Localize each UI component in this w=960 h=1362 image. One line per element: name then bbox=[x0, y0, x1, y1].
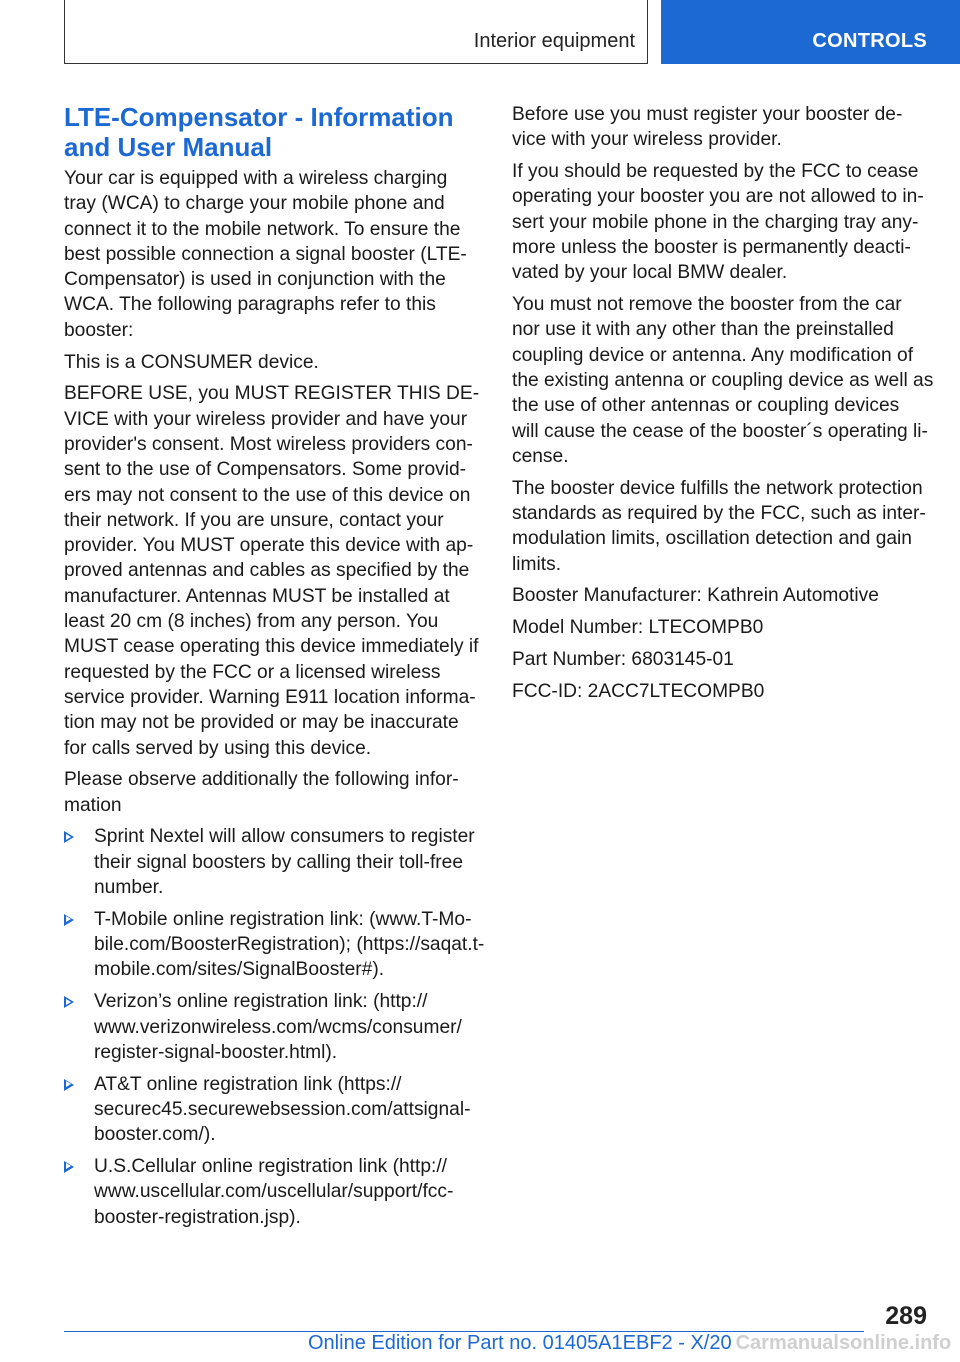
triangle-right-outline-icon bbox=[64, 914, 74, 926]
text-line: provider's consent. Most wireless providers con‐ bbox=[64, 433, 473, 455]
text-line: tray (WCA) to charge your mobile phone and bbox=[64, 193, 445, 215]
paragraph-fcc-id bbox=[512, 679, 932, 704]
paragraph-intro bbox=[64, 166, 480, 343]
text-line: Before use you must register your booster de‐ bbox=[512, 104, 903, 125]
text-line: booster: bbox=[64, 319, 134, 341]
list-item bbox=[64, 1072, 480, 1148]
text-line: best possible connection a signal booster (LTE- bbox=[64, 243, 467, 265]
header-section-title: Interior equipment bbox=[473, 30, 635, 52]
text-line: the use of other antennas or coupling devices bbox=[512, 395, 900, 417]
text-line: Compensator) is used in conjunction with the bbox=[64, 269, 446, 291]
text-line: the existing antenna or coupling device as well as bbox=[512, 369, 934, 391]
title-line: and User Manual bbox=[64, 132, 273, 162]
header-chapter-box bbox=[661, 0, 960, 64]
paragraph-removal bbox=[512, 292, 932, 469]
text-line: The booster device fulfills the network protection bbox=[512, 477, 923, 499]
text-line: register-signal-booster.html). bbox=[94, 1041, 338, 1063]
text-line: sert your mobile phone in the charging tray any‐ bbox=[512, 211, 919, 233]
text-line: Sprint Nextel will allow consumers to register bbox=[94, 826, 475, 848]
text-line: sent to the use of Compensators. Some provid‐ bbox=[64, 459, 467, 481]
text-line: their network. If you are unsure, contact your bbox=[64, 509, 444, 531]
text-line: You must not remove the booster from the car bbox=[512, 294, 902, 316]
paragraph-model-number bbox=[512, 615, 932, 640]
text-line: cense. bbox=[512, 445, 569, 467]
text-line: bile.com/BoosterRegistration); (https://saqat.t- bbox=[94, 934, 485, 956]
registration-links-list bbox=[64, 824, 485, 1229]
text-line: service provider. Warning E911 location informa‐ bbox=[64, 686, 476, 708]
text-line: provider. You MUST operate this device with ap‐ bbox=[64, 535, 474, 557]
paragraph-fcc-cease bbox=[512, 159, 932, 285]
list-item bbox=[64, 907, 485, 983]
paragraph-observe bbox=[64, 767, 480, 818]
text-line: modulation limits, oscillation detection and gain bbox=[512, 528, 912, 550]
text-line: Verizon’s online registration link: (http:// bbox=[94, 991, 428, 1013]
triangle-right-outline-icon bbox=[64, 1161, 74, 1173]
text-line: U.S.Cellular online registration link (http:// bbox=[94, 1155, 447, 1177]
text-line: This is a CONSUMER device. bbox=[64, 351, 319, 373]
text-line: will cause the cease of the booster´s operating li‐ bbox=[512, 420, 928, 442]
text-line: manufacturer. Antennas MUST be installed at bbox=[64, 585, 450, 607]
text-line: coupling device or antenna. Any modification of bbox=[512, 344, 914, 366]
text-line: AT&T online registration link (https:// bbox=[94, 1073, 402, 1095]
text-line: requested by the FCC or a licensed wireless bbox=[64, 661, 441, 683]
text-line: www.uscellular.com/uscellular/support/fcc- bbox=[94, 1181, 454, 1203]
text-line: least 20 cm (8 inches) from any person. You bbox=[64, 611, 439, 633]
text-line: tion may not be provided or may be inaccurate bbox=[64, 712, 459, 734]
text-line: vice with your wireless provider. bbox=[512, 129, 782, 151]
header-chapter-title: CONTROLS bbox=[812, 30, 927, 52]
text-line: If you should be requested by the FCC to cease bbox=[512, 161, 919, 183]
list-item bbox=[64, 989, 480, 1065]
paragraph-part-number bbox=[512, 647, 932, 672]
paragraph-registration-warning bbox=[64, 381, 480, 760]
text-line: Model Number: LTECOMPB0 bbox=[512, 617, 764, 639]
footer bbox=[308, 1332, 951, 1355]
text-line: number. bbox=[94, 877, 164, 899]
text-line: vated by your local BMW dealer. bbox=[512, 262, 788, 284]
footer-watermark: Carmanualsonline.info bbox=[735, 1332, 952, 1354]
text-line: VICE with your wireless provider and have your bbox=[64, 408, 468, 430]
left-column bbox=[64, 102, 485, 1236]
text-line: MUST cease operating this device immediately if bbox=[64, 636, 479, 658]
text-line: standards as required by the FCC, such as inter‐ bbox=[512, 502, 926, 524]
right-column bbox=[512, 102, 932, 711]
text-line: booster.com/). bbox=[94, 1124, 216, 1146]
list-item bbox=[64, 1154, 480, 1230]
text-line: www.verizonwireless.com/wcms/consumer/ bbox=[94, 1016, 462, 1038]
text-line: mobile.com/sites/SignalBooster#). bbox=[94, 959, 385, 981]
header-section-box bbox=[64, 0, 648, 64]
paragraph-network-protection bbox=[512, 476, 932, 577]
text-line: securec45.securewebsession.com/attsignal- bbox=[94, 1098, 471, 1120]
triangle-right-outline-icon bbox=[64, 996, 74, 1008]
paragraph-consumer-device bbox=[64, 350, 480, 375]
list-item bbox=[64, 824, 480, 900]
text-line: proved antennas and cables as specified by the bbox=[64, 560, 470, 582]
text-line: limits. bbox=[512, 553, 562, 575]
text-line: connect it to the mobile network. To ensure the bbox=[64, 218, 461, 240]
text-line: Your car is equipped with a wireless charging bbox=[64, 168, 448, 189]
text-line: their signal boosters by calling their toll-free bbox=[94, 851, 464, 873]
paragraph-before-use bbox=[512, 102, 932, 153]
text-line: Booster Manufacturer: Kathrein Automotive bbox=[512, 585, 879, 607]
text-line: Part Number: 6803145-01 bbox=[512, 648, 734, 670]
text-line: more unless the booster is permanently deacti‐ bbox=[512, 236, 911, 258]
page-number: 289 bbox=[885, 1302, 927, 1330]
text-line: ers may not consent to the use of this device on bbox=[64, 484, 471, 506]
text-line: for calls served by using this device. bbox=[64, 737, 372, 759]
text-line: FCC-ID: 2ACC7LTECOMPB0 bbox=[512, 680, 765, 702]
page-title bbox=[64, 102, 480, 162]
footer-edition: Online Edition for Part no. 01405A1EBF2 - X/20 bbox=[308, 1332, 732, 1354]
text-line: Please observe additionally the following infor‐ bbox=[64, 769, 459, 791]
text-line: mation bbox=[64, 794, 122, 816]
title-line: LTE-Compensator - Information bbox=[64, 102, 454, 132]
paragraph-manufacturer bbox=[512, 583, 932, 608]
text-line: booster-registration.jsp). bbox=[94, 1206, 301, 1228]
text-line: operating your booster you are not allowed to in‐ bbox=[512, 186, 924, 208]
text-line: nor use it with any other than the preinstalled bbox=[512, 319, 894, 341]
triangle-right-outline-icon bbox=[64, 831, 74, 843]
text-line: T-Mobile online registration link: (www.T-Mo‐ bbox=[94, 908, 472, 930]
triangle-right-outline-icon bbox=[64, 1079, 74, 1091]
text-line: WCA. The following paragraphs refer to this bbox=[64, 294, 436, 316]
text-line: BEFORE USE, you MUST REGISTER THIS DE‐ bbox=[64, 383, 480, 405]
